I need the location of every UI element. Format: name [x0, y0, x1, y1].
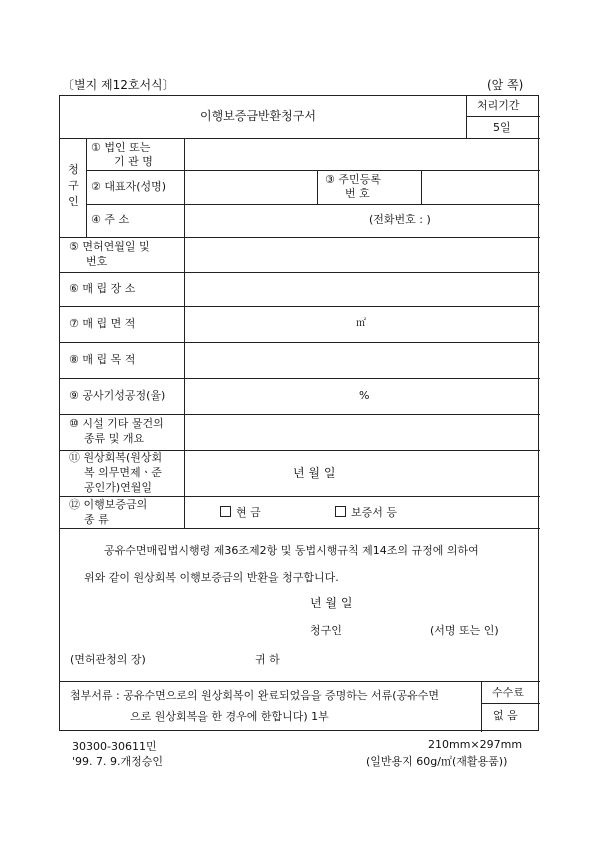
recipient-label: (면허관청의 장): [70, 653, 146, 666]
restoration-date-label-2: 복 의무면제ㆍ준: [84, 466, 162, 479]
row-divider: [60, 496, 540, 497]
address-field[interactable]: [186, 206, 538, 235]
form-number-label: 〔별지 제12호서식〕: [62, 78, 175, 92]
claim-form: [59, 95, 539, 731]
processing-divider: [466, 116, 540, 117]
row-divider: [60, 414, 540, 415]
option-cash[interactable]: [220, 506, 261, 520]
form-title: 이행보증금반환청구서: [200, 109, 316, 123]
option-bond-label: 보증서 등: [351, 506, 398, 519]
row-divider: [60, 528, 540, 529]
row-divider: [60, 306, 540, 307]
reclamation-site-label: ⑥ 매 립 장 소: [69, 282, 136, 295]
resident-number-label-2: 번 호: [345, 187, 370, 200]
license-date-label-2: 번호: [86, 255, 108, 268]
option-cash-label: 현 금: [236, 506, 261, 519]
corp-name-field[interactable]: [186, 140, 538, 168]
attachment-line-1: 첨부서류 : 공유수면으로의 원상회복이 완료되었음을 증명하는 서류(공유수면: [70, 689, 440, 702]
row-divider: [60, 272, 540, 273]
deposit-type-label: ⑫ 이행보증금의: [69, 498, 148, 511]
resident-number-field[interactable]: [423, 172, 538, 202]
row-divider: [60, 342, 540, 343]
corp-name-label: ① 법인 또는: [91, 141, 151, 154]
statement-line-1: 공유수면매립법시행령 제36조제2항 및 동법시행규칙 제14조의 규정에 의하여: [104, 544, 479, 557]
license-date-label: ⑤ 면허연월일 및: [69, 240, 150, 253]
reclamation-site-field[interactable]: [186, 274, 538, 304]
bond-checkbox[interactable]: [335, 506, 346, 517]
row-divider: [60, 138, 540, 139]
restoration-date-label: ⑪ 원상회복(원상회: [69, 451, 163, 464]
fee-label: 수수료: [492, 686, 524, 699]
column-divider: [421, 170, 422, 204]
address-label: ④ 주 소: [91, 213, 130, 226]
signature-placeholder[interactable]: (서명 또는 인): [430, 624, 499, 637]
row-divider: [86, 170, 540, 171]
paper-size: 210mm×297mm: [428, 738, 523, 751]
fee-value: 없 음: [493, 709, 518, 722]
page-side-label: (앞 쪽): [487, 78, 524, 92]
processing-period-value: 5일: [493, 121, 511, 134]
reclamation-area-label: ⑦ 매 립 면 적: [69, 317, 136, 330]
deposit-type-label-2: 종 류: [84, 513, 109, 526]
license-date-field[interactable]: [186, 239, 538, 270]
row-divider: [60, 378, 540, 379]
row-divider: [60, 237, 540, 238]
title-divider: [466, 96, 467, 138]
honorific-label: 귀 하: [255, 653, 280, 666]
facility-label-2: 종류 및 개요: [84, 432, 145, 445]
reclamation-purpose-field[interactable]: [186, 344, 538, 376]
row-divider: [60, 681, 540, 682]
statement-line-2: 위와 같이 원상회복 이행보증금의 반환을 청구합니다.: [84, 571, 339, 584]
reclamation-purpose-label: ⑧ 매 립 목 적: [69, 353, 136, 366]
corp-name-label-2: 기 관 명: [114, 155, 153, 168]
area-unit: ㎡: [356, 318, 366, 329]
facility-field[interactable]: [186, 416, 538, 448]
option-bond[interactable]: [335, 506, 397, 520]
attachment-line-2: 으로 원상회복을 한 경우에 한합니다) 1부: [130, 710, 329, 723]
group-divider: [86, 138, 87, 237]
paper-spec: (일반용지 60g/㎡(재활용품)): [366, 755, 508, 768]
facility-label: ⑩ 시설 기타 물건의: [69, 417, 164, 430]
applicant-group-label: 청구인: [68, 163, 79, 208]
row-divider: [86, 204, 540, 205]
processing-period-label: 처리기간: [477, 99, 520, 112]
progress-unit: %: [359, 389, 370, 402]
restoration-date-field[interactable]: 년 월 일: [293, 466, 336, 480]
column-divider: [317, 170, 318, 204]
restoration-date-label-3: 공인가)연월일: [84, 481, 153, 494]
label-divider: [184, 138, 185, 528]
construction-progress-label: ⑨ 공사기성공정(율): [69, 389, 166, 402]
fee-divider: [481, 703, 540, 704]
representative-label: ② 대표자(성명): [91, 180, 167, 193]
statement-date[interactable]: 년 월 일: [310, 596, 353, 610]
applicant-signature-label: 청구인: [310, 624, 342, 637]
fee-column-divider: [481, 681, 482, 732]
phone-label: (전화번호 : ): [369, 213, 431, 226]
resident-number-label: ③ 주민등록: [325, 173, 381, 186]
cash-checkbox[interactable]: [220, 506, 231, 517]
form-code: 30300-30611민: [72, 740, 157, 753]
representative-field[interactable]: [186, 172, 315, 202]
approval-date: '99. 7. 9.개정승인: [72, 755, 164, 768]
